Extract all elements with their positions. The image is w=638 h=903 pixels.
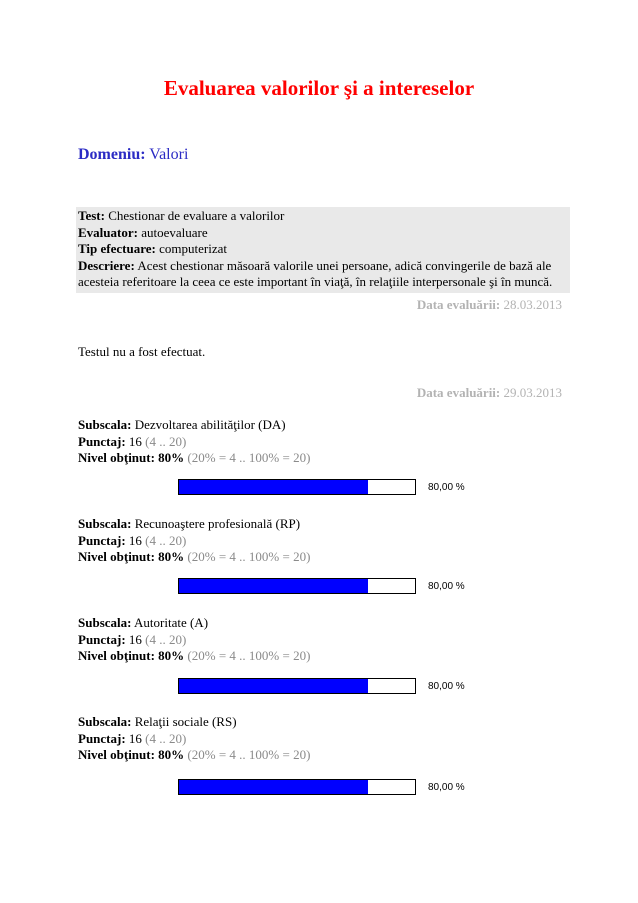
score-line xyxy=(78,434,558,451)
progress-percent: 80,00 % xyxy=(428,681,465,692)
level-label: Nivel obţinut: xyxy=(78,549,155,564)
score-label: Punctaj: xyxy=(78,730,126,746)
subscale-label: Subscala: xyxy=(78,714,132,729)
level-value: 80% xyxy=(158,747,185,762)
subscale-name: Recunoaştere profesională (RP) xyxy=(134,516,301,531)
score-line xyxy=(78,731,558,748)
progress-bar xyxy=(178,479,416,495)
level-label: Nivel obţinut: xyxy=(78,747,155,762)
score-value: 16 xyxy=(128,433,142,449)
level-scale: (20% = 4 .. 100% = 20) xyxy=(187,450,311,465)
evaluation-date-2 xyxy=(417,385,562,401)
level-line xyxy=(78,648,558,665)
score-range: (4 .. 20) xyxy=(145,532,187,548)
level-value: 80% xyxy=(158,549,185,564)
level-scale: (20% = 4 .. 100% = 20) xyxy=(187,648,311,663)
subscale-block-a xyxy=(78,615,558,665)
level-value: 80% xyxy=(158,450,185,465)
level-line xyxy=(78,747,558,764)
subscale-line xyxy=(78,417,558,434)
subscale-block-da xyxy=(78,417,558,467)
subscale-name: Autoritate (A) xyxy=(134,615,209,630)
progress-bar-fill xyxy=(179,780,368,794)
score-value: 16 xyxy=(128,730,142,746)
progress-bar xyxy=(178,678,416,694)
test-value: Chestionar de evaluare a valorilor xyxy=(108,208,285,223)
date-value: 28.03.2013 xyxy=(503,297,562,312)
level-line xyxy=(78,450,558,467)
score-label: Punctaj: xyxy=(78,433,126,449)
test-line xyxy=(78,208,568,225)
evaluator-label: Evaluator: xyxy=(78,224,138,240)
level-scale: (20% = 4 .. 100% = 20) xyxy=(187,549,311,564)
subscale-line xyxy=(78,516,558,533)
subscale-label: Subscala: xyxy=(78,516,132,531)
level-label: Nivel obţinut: xyxy=(78,648,155,663)
progress-bar-fill xyxy=(179,679,368,693)
descriere-line xyxy=(78,258,568,291)
score-label: Punctaj: xyxy=(78,631,126,647)
evaluator-line xyxy=(78,225,568,242)
score-label: Punctaj: xyxy=(78,532,126,548)
progress-percent: 80,00 % xyxy=(428,581,465,592)
tip-label: Tip efectuare: xyxy=(78,241,156,256)
subscale-label: Subscala: xyxy=(78,417,132,432)
date-label: Data evaluării: xyxy=(416,385,501,400)
evaluator-value: autoevaluare xyxy=(141,224,208,240)
test-info-box xyxy=(76,207,570,293)
domain-line xyxy=(78,146,188,164)
descriere-label: Descriere: xyxy=(78,257,135,273)
score-range: (4 .. 20) xyxy=(145,433,187,449)
score-value: 16 xyxy=(128,532,142,548)
evaluation-date-1 xyxy=(417,297,562,313)
subscale-line xyxy=(78,615,558,632)
page-title: Evaluarea valorilor şi a intereselor xyxy=(163,76,475,100)
subscale-line xyxy=(78,714,558,731)
domain-label: Domeniu: xyxy=(78,146,146,163)
subscale-name: Dezvoltarea abilităţilor (DA) xyxy=(134,417,286,432)
progress-bar-fill xyxy=(179,480,368,494)
descriere-value: Acest chestionar măsoară valorile unei persoane, adică convingerile de bază ale acesteia referitoare la ceea ce este important în viaţă, în relaţiile interpersonale şi în muncă. xyxy=(78,257,553,289)
score-line xyxy=(78,632,558,649)
level-line xyxy=(78,549,558,566)
progress-bar-fill xyxy=(179,579,368,593)
score-range: (4 .. 20) xyxy=(145,730,187,746)
level-value: 80% xyxy=(158,648,185,663)
level-scale: (20% = 4 .. 100% = 20) xyxy=(187,747,311,762)
level-label: Nivel obţinut: xyxy=(78,450,155,465)
date-label: Data evaluării: xyxy=(416,297,501,312)
subscale-block-rs xyxy=(78,714,558,764)
subscale-label: Subscala: xyxy=(78,615,132,630)
progress-percent: 80,00 % xyxy=(428,482,465,493)
tip-value: computerizat xyxy=(159,241,227,256)
test-label: Test: xyxy=(78,208,105,223)
not-done-note: Testul nu a fost efectuat. xyxy=(78,344,206,359)
score-line xyxy=(78,533,558,550)
score-value: 16 xyxy=(128,631,142,647)
domain-value: Valori xyxy=(149,146,189,163)
subscale-block-rp xyxy=(78,516,558,566)
tip-line xyxy=(78,241,568,258)
subscale-name: Relaţii sociale (RS) xyxy=(134,714,237,729)
score-range: (4 .. 20) xyxy=(145,631,187,647)
progress-bar xyxy=(178,578,416,594)
progress-percent: 80,00 % xyxy=(428,782,465,793)
progress-bar xyxy=(178,779,416,795)
date-value: 29.03.2013 xyxy=(503,385,562,400)
